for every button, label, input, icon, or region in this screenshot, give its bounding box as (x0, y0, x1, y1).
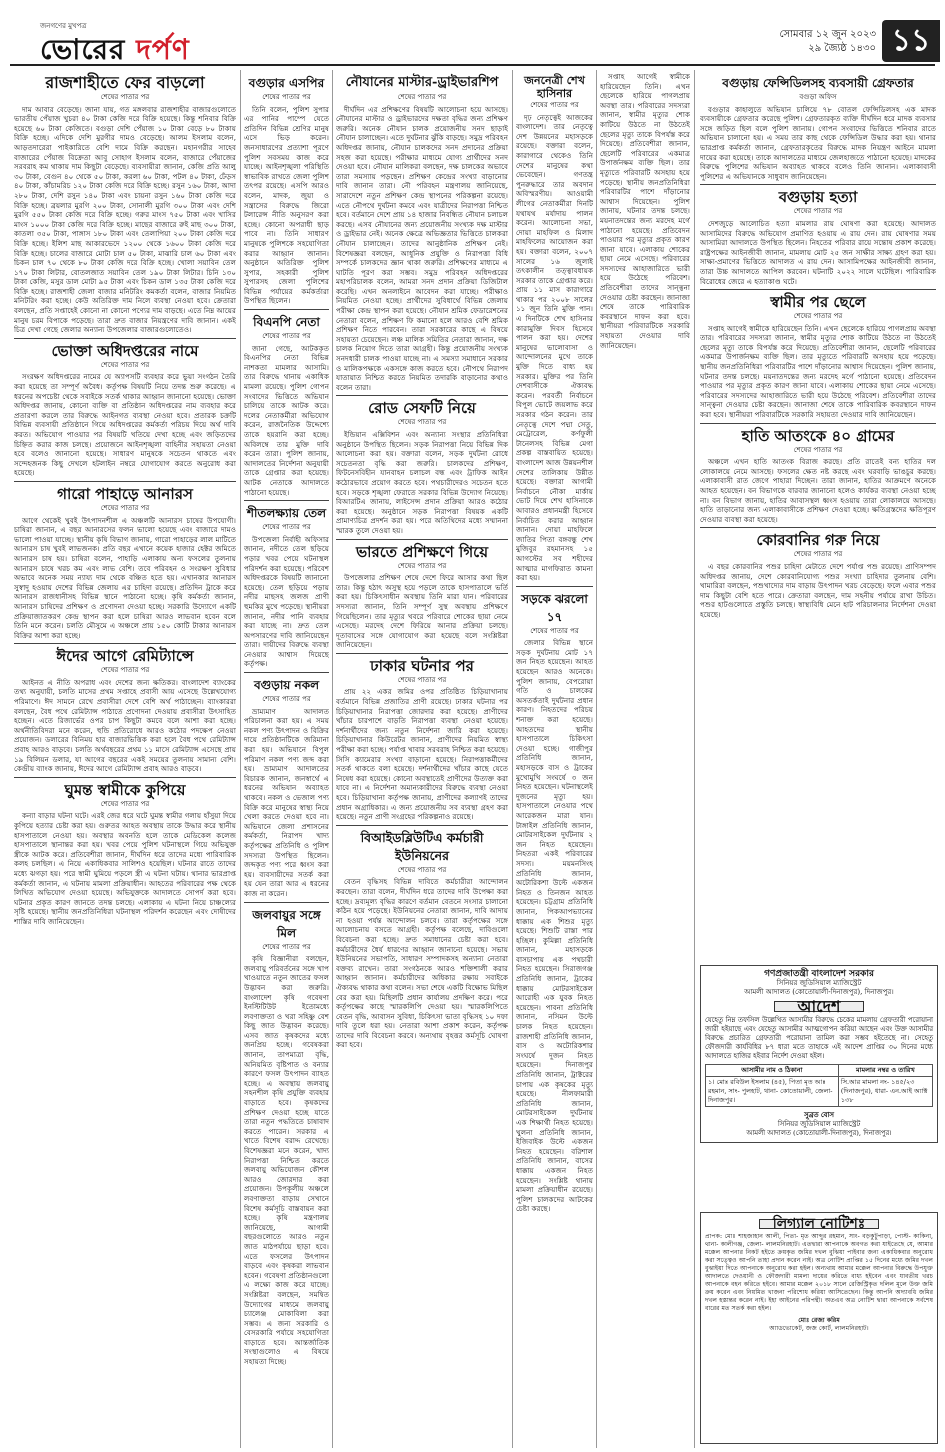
article (336, 657, 508, 822)
article-body: অঞ্চলে এখন হাতি আতংক বিরাজ করছে। প্রতি রাতেই বন্য হাতির দল লোকালয়ে নেমে আসছে। ফসলের ক্ষেত নষ্ট করছে এবং ঘরবাড়ি ভাঙচুর করছে। এলাকাবাসী রাত জেগে পাহারা দিচ্ছেন। তারা জানান, হাতির আক্রমণে অনেকে আহত হয়েছেন। বন বিভাগকে বারবার জানানো হলেও কার্যকর ব্যবস্থা নেওয়া হচ্ছে না। বন বিভাগ জানায়, হাতির আবাসস্থল ধ্বংস হওয়ায় তারা লোকালয়ে আসছে। হাতি তাড়ানোর জন্য এলাকাবাসীকে প্রশিক্ষণ দেওয়া হচ্ছে। ক্ষতিগ্রস্তদের ক্ষতিপূরণ দেওয়ার ব্যবস্থা করা হয়েছে। (700, 457, 936, 524)
article-body: সপ্তাহ আগেই স্বামীকে হারিয়েছেন তিনি। এখন ছেলেকে হারিয়ে পাগলপ্রায় অবস্থা তার। পরিবারের সদস্যরা জানান, স্বামীর মৃত্যুর শোক কাটিয়ে উঠতে না উঠতেই ছেলের মৃত্যু তাকে বিপর্যস্ত করে দিয়েছে। প্রতিবেশীরা জানান, ছেলেটি পরিবারের একমাত্র উপার্জনক্ষম ব্যক্তি ছিল। তার মৃত্যুতে পরিবারটি অসহায় হয়ে পড়েছে। স্থানীয় জনপ্রতিনিধিরা পরিবারটির পাশে দাঁড়ানোর আশ্বাস দিয়েছেন। পুলিশ জানায়, ঘটনার তদন্ত চলছে। ময়নাতদন্তের জন্য মরদেহ মর্গে পাঠানো হয়েছে। প্রতিবেদন পাওয়ার পর মৃত্যুর প্রকৃত কারণ জানা যাবে। এলাকায় শোকের ছায়া নেমে এসেছে। পরিবারের সদস্যদের আহাজারিতে ভারী হয়ে উঠেছে পরিবেশ। প্রতিবেশীরা তাদের সান্ত্বনা দেওয়ার চেষ্টা করছেন। জানাজা শেষে তাকে পারিবারিক কবরস্থানে দাফন করা হবে। স্থানীয়রা পরিবারটিকে সরকারি সহায়তা দেওয়ার দাবি জানিয়েছেন। (700, 323, 936, 420)
headline: স্বামীর পর ছেলে (770, 293, 866, 312)
continued-note: শেষের পাতার পর (100, 360, 150, 369)
article-body: আইনত এ নীতি অপরাধ এবং দেশের জন্য ক্ষতিকর। বাংলাদেশ ব্যাংকের তথ্য অনুযায়ী, চলতি মাসের প্রথম সপ্তাহে প্রবাসী আয় এসেছে উল্লেখযোগ্য পরিমাণে। ঈদ সামনে রেখে প্রবাসীরা দেশে বেশি অর্থ পাঠাচ্ছেন। ব্যাংকাররা বলছেন, বৈধ পথে রেমিট্যান্স পাঠাতে প্রণোদনা দেওয়ায় প্রবাসীরা উৎসাহিত হচ্ছেন। এতে রিজার্ভের ওপর চাপ কিছুটা কমবে বলে আশা করা হচ্ছে। অর্থনীতিবিদরা মনে করেন, হুন্ডি প্রতিরোধে আরও কঠোর পদক্ষেপ নেওয়া প্রয়োজন। ডলারের বিনিময় হার বাজারভিত্তিক করা হলে বৈধ পথে রেমিট্যান্স প্রবাহ আরও বাড়বে। চলতি অর্থবছরের প্রথম ১১ মাসে রেমিট্যান্স এসেছে প্রায় ১৯ বিলিয়ন ডলার, যা আগের বছরের একই সময়ের তুলনায় সামান্য বেশি। কেন্দ্রীয় ব্যাংক জানায়, ঈদের আগে রেমিট্যান্স প্রবাহ আরও বাড়বে। (14, 677, 236, 774)
article (516, 590, 593, 1214)
column-divider (332, 70, 333, 1448)
column-5 (600, 72, 690, 1444)
article (336, 543, 508, 650)
headline: বগুড়ায় ফেন্সিডিলসহ ব্যবসায়ী গ্রেফতার (722, 76, 914, 90)
headline: বগুড়ার এসপির (248, 76, 325, 90)
divider (244, 902, 329, 903)
continued-note: শেষের পাতার পর (397, 93, 447, 101)
divider (336, 825, 508, 826)
article (14, 647, 236, 774)
divider (14, 481, 236, 482)
table-header: মামলার নম্বর ও তারিখ (838, 1065, 932, 1077)
article-body: উপজেলার প্রশিক্ষণ শেষে দেশে ফিরে আসার কথা ছিল তার। কিন্তু হঠাৎ অসুস্থ হয়ে পড়লে তাকে হাসপাতালে ভর্তি করা হয়। চিকিৎসাধীন অবস্থায় তিনি মারা যান। পরিবারের সদস্যরা জানান, তিনি সম্পূর্ণ সুস্থ অবস্থায় প্রশিক্ষণে গিয়েছিলেন। তার মৃত্যুর খবরে পরিবারে শোকের ছায়া নেমে এসেছে। মরদেহ দেশে ফিরিয়ে আনার প্রক্রিয়া চলছে। দূতাবাসের সঙ্গে যোগাযোগ করা হয়েছে বলে সংশ্লিষ্টরা জানিয়েছেন। (336, 573, 508, 650)
article (700, 188, 936, 286)
continued-note: শেষের পাতার পর (793, 445, 843, 454)
newspaper-logo: ভোরের দর্পণ (40, 33, 190, 66)
divider (700, 184, 936, 185)
byline: বগুড়া অফিস (799, 93, 837, 101)
column-6 (700, 72, 936, 962)
article-body: দৃঢ় নেতৃত্বেই আজকের বাংলাদেশ। তার নেতৃত্বে দেশ উন্নয়নের মহাসড়কে রয়েছে। বক্তারা বলেন, কারাগারে থেকেও তিনি দেশের মানুষের কথা ভেবেছেন। গণতন্ত্র পুনরুদ্ধারে তার অবদান অবিস্মরণীয়। আওয়ামী লীগের নেতাকর্মীরা দিনটি যথাযথ মর্যাদায় পালন করেন। আলোচনা সভা, দোয়া মাহফিল ও মিলাদ মাহফিলের আয়োজন করা হয়। বক্তারা বলেন, ২০০৭ সালের ১৬ জুলাই তৎকালীন তত্ত্বাবধায়ক সরকার তাকে গ্রেপ্তার করে। প্রায় ১১ মাস কারাগারে থাকার পর ২০০৮ সালের ১১ জুন তিনি মুক্তি পান। এ দিনটিকে শেখ হাসিনার কারামুক্তি দিবস হিসেবে পালন করা হয়। দেশের মানুষের ভালোবাসা ও আন্দোলনের মুখে তাকে মুক্তি দিতে বাধ্য হয় সরকার। মুক্তির পর তিনি দেশবাসীকে ঐক্যবদ্ধ করেন। পরবর্তী নির্বাচনে বিপুল ভোটে জয়লাভ করে সরকার গঠন করেন। তার নেতৃত্বে দেশে পদ্মা সেতু, মেট্রোরেল, কর্ণফুলী টানেলসহ বিভিন্ন মেগা প্রকল্প বাস্তবায়িত হয়েছে। বাংলাদেশ আজ উন্নয়নশীল দেশের তালিকায় উন্নীত হয়েছে। বক্তারা আগামী নির্বাচনে নৌকা মার্কায় ভোট দিয়ে শেখ হাসিনাকে আবারও প্রধানমন্ত্রী হিসেবে নির্বাচিত করার আহ্বান জানান। দোয়া মাহফিলে জাতির পিতা বঙ্গবন্ধু শেখ মুজিবুর রহমানসহ ১৫ আগস্টের সব শহীদের আত্মার মাগফিরাত কামনা করা হয়। (516, 112, 593, 583)
divider (244, 500, 329, 501)
continued-note: শেষের পাতার পর (262, 695, 311, 704)
continued-note: শেষের পাতার পর (100, 799, 150, 808)
article (336, 829, 508, 1050)
notice-court: আমলী আদালত (কোতোয়ালী-দিনাজপুর), দিনাজপুর। (744, 988, 894, 996)
headline: ভারতে প্রশিক্ষণে গিয়ে (355, 542, 489, 561)
issue-date: সোমবার ১২ জুন ২০২৩ ২৯ জ্যৈষ্ঠ ১৪৩০ (779, 29, 876, 54)
divider (700, 527, 936, 528)
table-header: আসামীর নাম ও ঠিকানা (706, 1065, 839, 1077)
article-body: দীর্ঘদিন এর প্রশিক্ষণের বিষয়টি আলোচনা হয়ে আসছে। নৌযানের মাস্টার ও ড্রাইভারদের দক্ষতা বৃদ্ধির জন্য প্রশিক্ষণ জরুরি। অনেক নৌযান চালক প্রয়োজনীয় সনদ ছাড়াই নৌযান চালাচ্ছেন। এতে দুর্ঘটনার ঝুঁকি বাড়ছে। সমুদ্র পরিবহন অধিদপ্তর জানায়, নৌযান চালকদের সনদ প্রদানের প্রক্রিয়া সহজ করা হয়েছে। পরীক্ষার মাধ্যমে যোগ্য প্রার্থীদের সনদ দেওয়া হবে। নৌযান মালিকরা বলছেন, দক্ষ চালকের অভাবে তারা সমস্যায় পড়ছেন। প্রশিক্ষণ কেন্দ্রের সংখ্যা বাড়ানোর দাবি জানান তারা। নৌ পরিবহন মন্ত্রণালয় জানিয়েছে, সারাদেশে নতুন প্রশিক্ষণ কেন্দ্র স্থাপনের পরিকল্পনা রয়েছে। এতে নৌপথে দুর্ঘটনা কমবে এবং যাত্রীদের নিরাপত্তা নিশ্চিত হবে। বর্তমানে দেশে প্রায় ১৪ হাজার নিবন্ধিত নৌযান চলাচল করছে। এসব নৌযানের জন্য প্রয়োজনীয় সংখ্যক দক্ষ মাস্টার ও ড্রাইভার নেই। অনেক ক্ষেত্রে অভিজ্ঞতার ভিত্তিতে চালকরা নৌযান চালাচ্ছেন। তাদের আনুষ্ঠানিক প্রশিক্ষণ নেই। বিশেষজ্ঞরা বলছেন, আধুনিক প্রযুক্তি ও নিরাপত্তা বিধি সম্পর্কে চালকদের জ্ঞান থাকা জরুরি। প্রশিক্ষণের মাধ্যমে এ ঘাটতি পূরণ করা সম্ভব। সমুদ্র পরিবহন অধিদপ্তরের মহাপরিচালক বলেন, আমরা সনদ প্রদান প্রক্রিয়া ডিজিটাল করেছি। এখন অনলাইনে আবেদন করা যাচ্ছে। পরীক্ষাও নিয়মিত নেওয়া হচ্ছে। প্রার্থীদের সুবিধার্থে বিভিন্ন জেলায় পরীক্ষা কেন্দ্র স্থাপন করা হয়েছে। নৌযান শ্রমিক ফেডারেশনের নেতারা বলেন, প্রশিক্ষণ ফি কমানো হলে আরও বেশি শ্রমিক প্রশিক্ষণ নিতে পারবেন। তারা সরকারের কাছে এ বিষয়ে সহায়তা চেয়েছেন। লঞ্চ মালিক সমিতির নেতারা জানান, দক্ষ চালক নিয়োগ দিতে তারা আগ্রহী। কিন্তু প্রয়োজনীয় সংখ্যক সনদধারী চালক পাওয়া যাচ্ছে না। এ সমস্যা সমাধানে সরকার ও মালিকপক্ষকে একসঙ্গে কাজ করতে হবে। নৌপথে নিরাপদ যাতায়াত নিশ্চিত করতে নিয়মিত তদারকি বাড়ানোর কথাও বলেন তারা। (336, 104, 508, 392)
headline: জননেত্রী শেখ হাসিনার (524, 74, 585, 100)
continued-note: শেষের পাতার পর (793, 550, 843, 559)
notice-government: গণপ্রজাতন্ত্রী বাংলাদেশ সরকার (764, 969, 874, 979)
article-body: কৃষি বিজ্ঞানীরা বলছেন, জলবায়ু পরিবর্তনের সঙ্গে খাপ খাওয়াতে নতুন জাতের ফসল উদ্ভাবন করা জরুরি। বাংলাদেশ কৃষি গবেষণা ইনস্টিটিউট ইতোমধ্যে লবণাক্ততা ও খরা সহিষ্ণু বেশ কিছু জাত উদ্ভাবন করেছে। এসব জাত কৃষকদের মধ্যে জনপ্রিয় হচ্ছে। গবেষকরা জানান, তাপমাত্রা বৃদ্ধি, অনিয়মিত বৃষ্টিপাত ও বন্যার কারণে ফসল উৎপাদন ব্যাহত হচ্ছে। এ অবস্থায় জলবায়ু সহনশীল কৃষি প্রযুক্তি ব্যবহার বাড়াতে হবে। কৃষকদের প্রশিক্ষণ দেওয়া হচ্ছে যাতে তারা নতুন পদ্ধতিতে চাষাবাদ করতে পারেন। সরকার এ খাতে বিশেষ বরাদ্দ রেখেছে। বিশেষজ্ঞরা মনে করেন, খাদ্য নিরাপত্তা নিশ্চিত করতে জলবায়ু অভিযোজন কৌশল আরও জোরদার করা প্রয়োজন। উপকূলীয় অঞ্চলে লবণাক্ততা বাড়ায় সেখানে বিশেষ কর্মসূচি বাস্তবায়ন করা হচ্ছে। কৃষি মন্ত্রণালয় জানিয়েছে, আগামী বছরগুলোতে আরও নতুন জাত মাঠপর্যায়ে ছাড়া হবে। এতে ফসলের উৎপাদন বাড়বে এবং কৃষকরা লাভবান হবেন। গবেষণা প্রতিষ্ঠানগুলো এ লক্ষ্যে কাজ করে যাচ্ছে। সংশ্লিষ্টরা বলছেন, সমন্বিত উদ্যোগের মাধ্যমে জলবায়ু চ্যালেঞ্জ মোকাবিলা করা সম্ভব। এ জন্য সরকারি ও বেসরকারি পর্যায়ে সহযোগিতা বাড়াতে হবে। আন্তর্জাতিক সংস্থাগুলোও এ বিষয়ে সহায়তা দিচ্ছে। (244, 954, 329, 1367)
divider (336, 653, 508, 654)
continued-note: শেষের পাতার পর (530, 626, 579, 635)
divider (700, 289, 936, 290)
article-body: তিনি বলেন, পুলিশ সুপার এর পানির পাম্পে যেতে প্রতিদিন বিভিন্ন শ্রেণির মানুষ এসে ভিড় করেন। জনসাধারণের প্রত্যাশা পূরণে পুলিশ সবসময় কাজ করে যাচ্ছে। আইনশৃঙ্খলা পরিস্থিতি স্বাভাবিক রাখতে জেলা পুলিশ তৎপর রয়েছে। এসপি আরও বলেন, মাদক, জুয়া ও সন্ত্রাসের বিরুদ্ধে জিরো টলারেন্স নীতি অনুসরণ করা হচ্ছে। কোনো অপরাধী ছাড় পাবে না। তিনি সাধারণ মানুষকে পুলিশকে সহযোগিতা করার আহ্বান জানান। অনুষ্ঠানে অতিরিক্ত পুলিশ সুপার, সহকারী পুলিশ সুপারসহ জেলা পুলিশের বিভিন্ন পর্যায়ের কর্মকর্তারা উপস্থিত ছিলেন। (244, 104, 329, 306)
article (14, 781, 236, 927)
divider (14, 777, 236, 778)
continued-note: শেষের পাতার পর (793, 312, 843, 321)
article-body: কন্যা বাড়ার ঘটনা ঘটে। এরই জের ধরে ঘটে ঘুমন্ত স্বামীর গলায় হাঁসুয়া দিয়ে কুপিয়ে হত্যার চেষ্টা করা হয়। গুরুতর আহত অবস্থায় তাকে উদ্ধার করে স্থানীয় হাসপাতালে নেওয়া হয়। অবস্থার অবনতি হলে তাকে মেডিকেল কলেজ হাসপাতালে স্থানান্তর করা হয়। খবর পেয়ে পুলিশ ঘটনাস্থলে গিয়ে অভিযুক্ত স্ত্রীকে আটক করে। প্রতিবেশীরা জানান, দীর্ঘদিন ধরে তাদের মধ্যে পারিবারিক কলহ চলছিল। এ নিয়ে একাধিকবার সালিশও হয়েছিল। ঘটনার রাতে তাদের মধ্যে ঝগড়া হয়। পরে স্বামী ঘুমিয়ে পড়লে স্ত্রী এ ঘটনা ঘটায়। থানার ভারপ্রাপ্ত কর্মকর্তা জানান, এ ঘটনায় মামলা প্রক্রিয়াধীন। আহতের পরিবারের পক্ষ থেকে লিখিত অভিযোগ দেওয়া হয়েছে। অভিযুক্তকে আদালতে সোপর্দ করা হবে। ঘটনার প্রকৃত কারণ জানতে তদন্ত চলছে। এলাকায় এ ঘটনা নিয়ে চাঞ্চল্যের সৃষ্টি হয়েছে। স্থানীয় জনপ্রতিনিধিরা ঘটনাস্থল পরিদর্শন করেছেন এবং দোষীদের শাস্তির দাবি জানিয়েছেন। (14, 811, 236, 926)
divider (244, 672, 329, 673)
notice-office: সিনিয়র জুডিসিয়াল ম্যাজিস্ট্রেট (776, 979, 862, 987)
headline: ঘুমন্ত স্বামীকে কুপিয়ে (64, 780, 186, 799)
continued-note: শেষের পাতার পর (100, 666, 150, 675)
court-order-notice (700, 965, 938, 1143)
article-body: বেতন বৃদ্ধিসহ বিভিন্ন দাবিতে কর্মচারীরা আন্দোলন করছেন। তারা বলেন, দীর্ঘদিন ধরে তাদের দাবি উপেক্ষা করা হচ্ছে। দ্রব্যমূল্য বৃদ্ধির কারণে বর্তমান বেতনে সংসার চালানো কঠিন হয়ে পড়েছে। ইউনিয়নের নেতারা জানান, দাবি আদায় না হওয়া পর্যন্ত আন্দোলন চলবে। তারা কর্তৃপক্ষের সঙ্গে আলোচনায় বসতে আগ্রহী। কর্তৃপক্ষ বলেছে, দাবিগুলো বিবেচনা করা হচ্ছে। দ্রুত সমাধানের চেষ্টা করা হবে। কর্মচারীদের ধৈর্য ধারণের আহ্বান জানানো হয়েছে। সভায় ইউনিয়নের সভাপতি, সাধারণ সম্পাদকসহ অন্যান্য নেতারা বক্তব্য রাখেন। তারা সংগঠনকে আরও শক্তিশালী করার আহ্বান জানান। কর্মচারীদের অধিকার রক্ষায় সবাইকে ঐক্যবদ্ধ থাকার কথা বলেন। সভা শেষে একটি বিক্ষোভ মিছিল বের করা হয়। মিছিলটি প্রধান কার্যালয় প্রদক্ষিণ করে। পরে কর্তৃপক্ষের কাছে স্মারকলিপি দেওয়া হয়। স্মারকলিপিতে বেতন বৃদ্ধি, আবাসন সুবিধা, চিকিৎসা ভাতা বৃদ্ধিসহ ১০ দফা দাবি তুলে ধরা হয়। নেতারা আশা প্রকাশ করেন, কর্তৃপক্ষ তাদের দাবি বিবেচনা করবে। অন্যথায় বৃহত্তর কর্মসূচি ঘোষণা করা হবে। (336, 877, 508, 1050)
article-body: সপ্তাহ আগেই স্বামীকে হারিয়েছেন তিনি। এখন ছেলেকে হারিয়ে পাগলপ্রায় অবস্থা তার। পরিবারের সদস্যরা জানান, স্বামীর মৃত্যুর শোক কাটিয়ে উঠতে না উঠতেই ছেলের মৃত্যু তাকে বিপর্যস্ত করে দিয়েছে। প্রতিবেশীরা জানান, ছেলেটি পরিবারের একমাত্র উপার্জনক্ষম ব্যক্তি ছিল। তার মৃত্যুতে পরিবারটি অসহায় হয়ে পড়েছে। স্থানীয় জনপ্রতিনিধিরা পরিবারটির পাশে দাঁড়ানোর আশ্বাস দিয়েছেন। পুলিশ জানায়, ঘটনার তদন্ত চলছে। ময়নাতদন্তের জন্য মরদেহ মর্গে পাঠানো হয়েছে। প্রতিবেদন পাওয়ার পর মৃত্যুর প্রকৃত কারণ জানা যাবে। এলাকায় শোকের ছায়া নেমে এসেছে। পরিবারের সদস্যদের আহাজারিতে ভারী হয়ে উঠেছে পরিবেশ। প্রতিবেশীরা তাদের সান্ত্বনা দেওয়ার চেষ্টা করছেন। জানাজা শেষে তাকে পারিবারিক কবরস্থানে দাফন করা হবে। স্থানীয়রা পরিবারটিকে সরকারি সহায়তা দেওয়ার দাবি জানিয়েছেন। (600, 72, 690, 350)
headline: রাজশাহীতে ফের বাড়লো (45, 73, 205, 92)
article (700, 74, 936, 181)
column-2 (244, 72, 329, 1444)
legal-notice-signature: মোঃ রেজা করিম অ্যাডভোকেট, জজ কোর্ট, লালমনিরহাট। (769, 1317, 869, 1332)
continued-note: শেষের পাতার পর (793, 207, 843, 216)
article (700, 293, 936, 420)
continued-note: শেষের পাতার পর (100, 503, 150, 512)
article (600, 72, 690, 350)
masthead (10, 18, 935, 66)
notice-signature: সুব্রত বোস সিনিয়র জুডিসিয়াল ম্যাজিস্ট্রেট আমলী আদালত (কোতোয়ালী-দিনাজপুর), দিনাজপুর। (746, 1111, 892, 1137)
article (700, 531, 936, 619)
continued-note: শেষের পাতার পর (397, 675, 447, 684)
article (244, 504, 329, 669)
article (244, 313, 329, 497)
continued-note: শেষের পাতার পর (262, 942, 311, 951)
headline: ঢাকার ঘটনার পর (370, 656, 474, 675)
article (700, 427, 936, 525)
article (336, 74, 508, 392)
continued-note: শেষের পাতার পর (262, 93, 311, 101)
column-1 (14, 72, 236, 1444)
headline: রোড সেফটি নিয়ে (368, 399, 476, 418)
notice-title: আদেশ (774, 1001, 864, 1012)
continued-note: শেষের পাতার পর (262, 523, 311, 532)
continued-note: শেষের পাতার পর (530, 101, 579, 109)
divider (336, 539, 508, 540)
article-body: এ বছর কোরবানির পশুর চাহিদা মেটাতে দেশে পর্যাপ্ত পশু রয়েছে। প্রাণিসম্পদ অধিদপ্তর জানায়, দেশে কোরবানিযোগ্য পশুর সংখ্যা চাহিদার তুলনায় বেশি। খামারিরা বলছেন, পশুখাদ্যের দাম বাড়ায় উৎপাদন খরচ বেড়েছে। ফলে এবার পশুর দাম কিছুটা বেশি হতে পারে। ক্রেতারা বলছেন, দাম সহনীয় পর্যায়ে রাখা উচিত। পশুর হাটগুলোতে প্রস্তুতি চলছে। স্বাস্থ্যবিধি মেনে হাট পরিচালনার নির্দেশনা দেওয়া হয়েছে। (700, 561, 936, 619)
article (244, 74, 329, 306)
article (14, 342, 236, 478)
headline: নৌযানের মাস্টার-ড্রাইভারশিপ (345, 75, 499, 90)
article (14, 74, 236, 335)
page-number: ১১ (882, 20, 940, 62)
article-body: প্রায় ২২ একর জমির ওপর প্রতিষ্ঠিত চিড়িয়াখানায় বর্তমানে বিভিন্ন প্রজাতির প্রাণী রয়েছে। ঢাকার ঘটনার পর চিড়িয়াখানার নিরাপত্তা জোরদার করা হয়েছে। প্রাণীদের খাঁচার চারপাশে বাড়তি নিরাপত্তা ব্যবস্থা নেওয়া হয়েছে। দর্শনার্থীদের জন্য নতুন নির্দেশনা জারি করা হয়েছে। চিড়িয়াখানার কিউরেটর জানান, প্রাণীদের নিয়মিত স্বাস্থ্য পরীক্ষা করা হচ্ছে। পর্যাপ্ত খাবার সরবরাহ নিশ্চিত করা হয়েছে। সিসি ক্যামেরার সংখ্যা বাড়ানো হয়েছে। নিরাপত্তাকর্মীদের সতর্ক থাকতে বলা হয়েছে। দর্শনার্থীদের খাঁচার কাছে যেতে নিষেধ করা হয়েছে। কোনো অবস্থাতেই প্রাণীদের উত্যক্ত করা যাবে না। এ নির্দেশনা অমান্যকারীদের বিরুদ্ধে ব্যবস্থা নেওয়া হবে। চিড়িয়াখানা কর্তৃপক্ষ জানায়, প্রাণীদের কল্যাণই তাদের প্রধান অগ্রাধিকার। এ জন্য প্রয়োজনীয় সব ব্যবস্থা গ্রহণ করা হয়েছে। নতুন প্রাণী সংগ্রহের পরিকল্পনাও রয়েছে। (336, 687, 508, 822)
column-divider (240, 70, 241, 1448)
continued-note: শেষের পাতার পর (262, 332, 311, 341)
legal-notice-title: লিগ্যাল নোটিশঃ (759, 1219, 879, 1229)
table-row (706, 1077, 933, 1107)
column-4 (516, 72, 593, 1444)
divider (14, 338, 236, 339)
divider (700, 423, 936, 424)
continued-note: শেষের পাতার পর (100, 93, 150, 101)
headline: বিআইডব্লিউটিএ কর্মচারী ইউনিয়নের (360, 829, 484, 863)
headline: বিএনপি নেতা (253, 315, 320, 330)
divider (336, 395, 508, 396)
article-body: জেলার বিভিন্ন স্থানে সড়ক দুর্ঘটনায় মোট ১৭ জন নিহত হয়েছেন। আহত হয়েছেন আরও অনেকে। পুলিশ জানায়, বেপরোয়া গতি ও চালকের অসতর্কতাই দুর্ঘটনার প্রধান কারণ। নিহতদের পরিচয় শনাক্ত করা হয়েছে। আহতদের স্থানীয় হাসপাতালে চিকিৎসা দেওয়া হচ্ছে। গাজীপুর প্রতিনিধি জানান, মহাসড়কে বাস ও ট্রাকের মুখোমুখি সংঘর্ষে ৩ জন নিহত হয়েছেন। ঘটনাস্থলেই দুজনের মৃত্যু হয়। হাসপাতালে নেওয়ার পথে আরেকজন মারা যান। টাঙ্গাইল প্রতিনিধি জানান, মোটরসাইকেল দুর্ঘটনায় ২ জন নিহত হয়েছেন। নিহতরা একই পরিবারের সদস্য। ময়মনসিংহ প্রতিনিধি জানান, অটোরিকশা উল্টে একজন নিহত ও তিনজন আহত হয়েছেন। চট্টগ্রাম প্রতিনিধি জানান, পিকআপভ্যানের ধাক্কায় এক শিশুর মৃত্যু হয়েছে। শিশুটি রাস্তা পার হচ্ছিল। কুমিল্লা প্রতিনিধি জানান, মহাসড়কে বাসচাপায় এক পথচারী নিহত হয়েছেন। সিরাজগঞ্জ প্রতিনিধি জানান, ট্রাকের ধাক্কায় মোটরসাইকেল আরোহী এক যুবক নিহত হয়েছেন। পাবনা প্রতিনিধি জানান, নসিমন উল্টে চালক নিহত হয়েছেন। রাজশাহী প্রতিনিধি জানান, বাস ও অটোরিকশার সংঘর্ষে দুজন নিহত হয়েছেন। দিনাজপুর প্রতিনিধি জানান, ট্রাক্টরের চাপায় এক কৃষকের মৃত্যু হয়েছে। নীলফামারী প্রতিনিধি জানান, মোটরসাইকেল দুর্ঘটনায় এক শিক্ষার্থী নিহত হয়েছে। খুলনা প্রতিনিধি জানান, ইজিবাইক উল্টে একজন নিহত হয়েছেন। বরিশাল প্রতিনিধি জানান, বাসের ধাক্কায় একজন নিহত হয়েছেন। সংশ্লিষ্ট থানায় মামলা প্রক্রিয়াধীন রয়েছে। পুলিশ চালকদের আটকের চেষ্টা করছে। (516, 638, 593, 1214)
notice-body: যেহেতু নিম্ন তফসিল উল্লেখিত আসামীর বিরুদ্ধে চেকের মামলায় গ্রেফতারী পরোয়ানা জারী হইয়াছে এবং যেহেতু আসামীর আত্মগোপন করিয়া আছেন এবং উক্ত আসামীর বিরুদ্ধে প্রচারিত গ্রেফতারী পরোয়ানা তামিল করা সম্ভব হইতেছে না। সেহেতু ফৌজদারী কার্যবিধির ৮৭ ধারা মতে তাহাকে এই আদেশ প্রাপ্তির ৩০ দিনের মধ্যে আদালতে হাজির হইবার নির্দেশ দেওয়া হইল। (705, 1016, 933, 1060)
continued-note: শেষের পাতার পর (397, 418, 447, 427)
article-body: দেশজুড়ে আলোচিত হত্যা মামলার রায় ঘোষণা করা হয়েছে। আদালত আসামিদের বিরুদ্ধে অভিযোগ প্রমাণিত হওয়ায় এ রায় দেন। রায় ঘোষণার সময় আসামিরা আদালতে উপস্থিত ছিলেন। নিহতের পরিবার রায়ে সন্তোষ প্রকাশ করেছে। রাষ্ট্রপক্ষের আইনজীবী জানান, মামলায় মোট ২৫ জন সাক্ষীর সাক্ষ্য গ্রহণ করা হয়। সাক্ষ্য-প্রমাণের ভিত্তিতে আদালত এ রায় দেন। আসামিপক্ষের আইনজীবী জানান, তারা উচ্চ আদালতে আপিল করবেন। ঘটনাটি ২০২২ সালে ঘটেছিল। পারিবারিক বিরোধের জেরে এ হত্যাকাণ্ড ঘটে। (700, 218, 936, 286)
headline: শীতলক্ষ্যায় তেল (246, 506, 327, 521)
headline: হাতি আতংকে ৪০ গ্রামের (741, 426, 895, 445)
article (336, 399, 508, 535)
column-divider (694, 70, 695, 1448)
article-body: সংরক্ষণ অধিদপ্তরের নামের যে অ্যাপসটি ব্যবহার করে ভুয়া সংগঠন তৈরি করা হয়েছে তা সম্পূর্ণ অবৈধ। কর্তৃপক্ষ বিষয়টি নিয়ে তদন্ত শুরু করেছে। এ ধরনের অপচেষ্টা থেকে সবাইকে সতর্ক থাকার আহ্বান জানানো হয়েছে। ভোক্তা অধিদপ্তর জানায়, কোনো ব্যক্তি বা প্রতিষ্ঠান অধিদপ্তরের নাম ব্যবহার করে প্রতারণা করলে তার বিরুদ্ধে আইনগত ব্যবস্থা নেওয়া হবে। প্রতারক চক্রটি বিভিন্ন ব্যবসায়ী প্রতিষ্ঠানে গিয়ে অধিদপ্তরের কর্মকর্তা পরিচয় দিয়ে অর্থ দাবি করত। অভিযোগ পাওয়ার পর বিষয়টি খতিয়ে দেখা হচ্ছে এবং জড়িতদের চিহ্নিত করার কাজ চলছে। প্রয়োজনে আইনশৃঙ্খলা বাহিনীর সহায়তা নেওয়া হবে বলেও জানানো হয়েছে। সাধারণ মানুষকে সচেতন থাকতে এবং সন্দেহজনক কিছু দেখলে হটলাইন নম্বরে যোগাযোগ করতে অনুরোধ করা হয়েছে। (14, 372, 236, 478)
article (244, 906, 329, 1367)
headline: ভোক্তা অধিদপ্তরের নামে (51, 341, 199, 360)
legal-notice (700, 1212, 938, 1444)
headline: বগুড়ায় নকল (253, 678, 320, 693)
headline: কোরবানির গরু নিয়ে (756, 531, 880, 550)
table-cell: সি.আর মামলা নং- ১৪৫/২৩ (দিনাজপুর), ধারা- এন.আই অ্যাক্ট ১৩৮ (838, 1077, 932, 1107)
divider (516, 586, 593, 587)
continued-note: শেষের পাতার পর (397, 561, 447, 570)
article-body: দাম আবার বেড়েছে। জানা যায়, গত মঙ্গলবার রাজশাহীর বাজারগুলোতে ভারতীয় পেঁয়াজ খুচরা ৪০ টাকা কেজি দরে বিক্রি হয়েছে। কিন্তু শনিবার বিক্রি হয়েছে ৬০ টাকা কেজিতে। বগুড়া দেশি পেঁয়াজ ১০ টাকা বেড়ে ৮০ টাকায় বিক্রি হচ্ছে। এদিকে দেশি মুরগীর দামও বেড়েছে। আলম ইসলাম বলেন, আড়তদারেরা পাইকারিতে বেশি দামে বিক্রি করছেন। মহানগরীর সাহেব বাজারের পেঁয়াজ বিক্রেতা আবু সোহাগ ইসলাম বলেন, বাজারে পেঁয়াজের সরবরাহ কম থাকায় দাম কিছুটা বেড়েছে। ব্যবসায়ীরা জানান, কেজি প্রতি আলু ৩০ টাকা, বেগুন ৪০ থেকে ৫০ টাকা, করলা ৬০ টাকা, পটল ৪০ টাকা, ঢেঁড়স ৪০ টাকা, কাঁচামরিচ ১২০ টাকা কেজি দরে বিক্রি হচ্ছে। রসুন ১৬০ টাকা, আদা ২৮০ টাকা, দেশি রসুন ১৪০ টাকা এবং চায়না রসুন ১৬০ টাকা কেজি দরে বিক্রি হচ্ছে। ব্রয়লার মুরগি ২০০ টাকা, সোনালী মুরগি ৩০০ টাকা এবং দেশি মুরগি ৫৫০ টাকা কেজি দরে বিক্রি হচ্ছে। গরুর মাংস ৭৫০ টাকা এবং খাসির মাংস ১০০০ টাকা কেজি দরে বিক্রি হচ্ছে। মাছের বাজারে রুই মাছ ৩০০ টাকা, কাতলা ৩৫০ টাকা, পাঙ্গাস ১৮০ টাকা এবং তেলাপিয়া ২০০ টাকা কেজি দরে বিক্রি হচ্ছে। ইলিশ মাছ আকারভেদে ১২০০ থেকে ১৬০০ টাকা কেজি দরে বিক্রি হচ্ছে। চালের বাজারে মোটা চাল ৫০ টাকা, মাঝারি চাল ৬০ টাকা এবং চিকন চাল ৭০ থেকে ৮০ টাকা কেজি দরে বিক্রি হচ্ছে। খোলা সয়াবিন তেল ১৭০ টাকা লিটার, বোতলজাত সয়াবিন তেল ১৯০ টাকা লিটার। চিনি ১৩০ টাকা কেজি, মসুর ডাল মোটা ৯৫ টাকা এবং চিকন ডাল ১৩৫ টাকা কেজি দরে বিক্রি হচ্ছে। রাজশাহী জেলা বাজার মনিটরিং কমকর্তা বলেন, বাজার নিয়মিত মনিটরিং করা হচ্ছে। কেউ অতিরিক্ত দাম নিলে ব্যবস্থা নেওয়া হবে। ক্রেতারা বলছেন, প্রতি সপ্তাহেই কোনো না কোনো পণ্যের দাম বাড়ছে। এতে নিম্ন আয়ের মানুষ চরম বিপাকে পড়েছে। তারা দ্রুত বাজার নিয়ন্ত্রণের দাবি জানান। একই চিত্র দেখা গেছে জেলার অন্যান্য উপজেলার বাজারগুলোতেও। (14, 104, 236, 335)
column-divider (596, 70, 597, 1448)
article-body: জানা গেছে, আটককৃত বিএনপির নেতা বিভিন্ন নাশকতা মামলার আসামি। তার বিরুদ্ধে থানায় একাধিক মামলা রয়েছে। পুলিশ গোপন সংবাদের ভিত্তিতে অভিযান চালিয়ে তাকে আটক করে। দলের নেতাকর্মীরা অভিযোগ করেন, রাজনৈতিক উদ্দেশ্যে তাকে হয়রানি করা হচ্ছে। অবিলম্বে তার মুক্তি দাবি করেন তারা। পুলিশ জানায়, আদালতের নির্দেশনা অনুযায়ী তাকে গ্রেপ্তার করা হয়েছে। আটক নেতাকে আদালতে পাঠানো হয়েছে। (244, 343, 329, 497)
divider (14, 643, 236, 644)
column-divider (512, 70, 513, 1448)
article-body: ভ্রাম্যমাণ আদালত পরিচালনা করা হয়। এ সময় নকল পণ্য উৎপাদন ও বিক্রির দায়ে প্রতিষ্ঠানটিকে জরিমানা করা হয়। অভিযানে বিপুল পরিমাণ নকল পণ্য জব্দ করা হয়। ভ্রাম্যমাণ আদালতের বিচারক জানান, জনস্বার্থে এ ধরনের অভিযান অব্যাহত থাকবে। নকল ও ভেজাল পণ্য বিক্রি করে মানুষের স্বাস্থ্য নিয়ে খেলা করতে দেওয়া হবে না। অভিযানে জেলা প্রশাসনের কর্মকর্তা, নিরাপদ খাদ্য কর্তৃপক্ষের প্রতিনিধি ও পুলিশ সদস্যরা উপস্থিত ছিলেন। জব্দকৃত পণ্য পরে ধ্বংস করা হয়। ব্যবসায়ীদের সতর্ক করা হয় যেন তারা আর এ ধরনের কাজ না করেন। (244, 706, 329, 898)
headline: গারো পাহাড়ে আনারস (57, 484, 193, 503)
legal-notice-body: প্রাপক: মোঃ শাহজাহান আলী, পিতা- মৃত আব্দুর রহমান, সাং- বড়কুটুপাড়া, পোস্ট- কাকিনা, থানা- কালীগঞ্জ, জেলা- লালমনিরহাট। এতদ্বারা আপনাকে অবগত করা যাইতেছে যে, আমার মক্কেল আপনার নিকট হইতে ক্রয়কৃত জমির দখল বুঝিয়া পাইবার জন্য একাধিকবার অনুরোধ করা সত্ত্বেও আপনি তাহা প্রদান করেন নাই। অত্র নোটিশ প্রাপ্তির ১৫ দিনের মধ্যে জমির দখল বুঝাইয়া দিতে আপনাকে অনুরোধ করা হইল। অন্যথায় আমার মক্কেল আপনার বিরুদ্ধে উপযুক্ত আদালতে দেওয়ানী ও ফৌজদারী মামলা দায়ের করিতে বাধ্য হইবেন এবং যাবতীয় খরচ আপনাকে বহন করিতে হইবে। আমার মক্কেল ২০১৮ সালে রেজিস্ট্রিকৃত দলিল মূলে উক্ত জমি ক্রয় করেন এবং নিয়মিত খাজনা পরিশোধ করিয়া আসিতেছেন। কিন্তু আপনি অদ্যাবধি জমির দখল হস্তান্তর করেন নাই। ইহা আইনের পরিপন্থী। অতএব অত্র নোটিশ দ্বারা আপনাকে সর্বশেষ বারের মত সতর্ক করা হইল। (705, 1233, 933, 1312)
article-body: আগে থেকেই খুবই উৎপাদনশীল এ অঞ্চলটি আনারস চাষের উপযোগী। চাষিরা জানান, এ বছর আনারসের ফলন ভালো হয়েছে এবং বাজারে দামও ভালো পাওয়া যাচ্ছে। স্থানীয় কৃষি বিভাগ জানায়, গারো পাহাড়ের লাল মাটিতে আনারস চাষ খুবই লাভজনক। প্রতি বছর এখানে কয়েক হাজার হেক্টর জমিতে আনারস চাষ হয়। চাষিরা বলেন, পাহাড়ি এলাকায় অন্য ফসলের তুলনায় আনারস চাষে খরচ কম এবং লাভ বেশি। তবে পরিবহন ও সংরক্ষণ সুবিধার অভাবে অনেক সময় ন্যায্য দাম থেকে বঞ্চিত হতে হয়। এখানকার আনারস সুস্বাদু হওয়ায় দেশের বিভিন্ন জেলায় এর চাহিদা রয়েছে। প্রতিদিন ট্রাকে করে আনারস রাজধানীসহ বিভিন্ন স্থানে পাঠানো হচ্ছে। কৃষি কর্মকর্তা জানান, আনারস চাষিদের প্রশিক্ষণ ও প্রণোদনা দেওয়া হচ্ছে। সরকারি উদ্যোগে একটি প্রক্রিয়াজাতকরণ কেন্দ্র স্থাপন করা হলে চাষিরা আরও লাভবান হবেন বলে তিনি মনে করেন। চলতি মৌসুমে এ অঞ্চলে প্রায় ১৫০ কোটি টাকার আনারস বিক্রির আশা করা হচ্ছে। (14, 515, 236, 640)
continued-note: শেষের পাতার পর (397, 865, 447, 874)
table-cell: ১। মোঃ রবিউল ইসলাম (৪৫), পিতা মৃত আঃ রহমান, সাং- পুলহাট, থানা- কোতোয়ালী, জেলা- দিনাজপুর। (706, 1077, 839, 1107)
headline: জলবায়ুর সঙ্গে মিল (252, 907, 321, 940)
article-body: ইন্ডিয়ান এক্সিবিশন এবং অন্যান্য সংস্থার প্রতিনিধিরা অনুষ্ঠানে উপস্থিত ছিলেন। সড়ক নিরাপত্তা নিয়ে বিভিন্ন দিক আলোচনা করা হয়। বক্তারা বলেন, সড়ক দুর্ঘটনা রোধে সচেতনতা বৃদ্ধি করা জরুরি। চালকদের প্রশিক্ষণ, ফিটনেসবিহীন যানবাহন চলাচল বন্ধ এবং ট্রাফিক আইন কঠোরভাবে প্রয়োগ করতে হবে। পথচারীদেরও সচেতন হতে হবে। সড়কে শৃঙ্খলা ফেরাতে সরকার বিভিন্ন উদ্যোগ নিয়েছে। বিআরটিএ জানায়, লাইসেন্স প্রদান প্রক্রিয়া আরও কঠোর করা হয়েছে। অনুষ্ঠানে সড়ক নিরাপত্তা বিষয়ক একটি প্রামাণ্যচিত্র প্রদর্শন করা হয়। পরে অতিথিদের মধ্যে সম্মাননা স্মারক তুলে দেওয়া হয়। (336, 430, 508, 535)
divider (244, 309, 329, 310)
article (14, 485, 236, 640)
headline: সড়কে ঝরলো ১৭ (521, 591, 588, 624)
headline: বগুড়ায় হত্যা (778, 188, 858, 207)
headline: ঈদের আগে রেমিট্যান্সে (56, 647, 194, 666)
notice-table (705, 1064, 933, 1107)
article (244, 676, 329, 898)
article-body: উপজেলা নির্বাহী অফিসার জানান, নদীতে তেল ছড়িয়ে পড়ার খবর পেয়ে ঘটনাস্থল পরিদর্শন করা হয়েছে। পরিবেশ অধিদপ্তরকে বিষয়টি জানানো হয়েছে। তেল ছড়িয়ে পড়ায় নদীর মাছসহ জলজ প্রাণী হুমকির মুখে পড়েছে। স্থানীয়রা জানান, নদীর পানি ব্যবহার করা যাচ্ছে না। দ্রুত তেল অপসারণের দাবি জানিয়েছেন তারা। দায়ীদের বিরুদ্ধে ব্যবস্থা নেওয়ার আশ্বাস দিয়েছে কর্তৃপক্ষ। (244, 534, 329, 669)
masthead-tagline: জনগণের মুখপত্র (40, 22, 87, 30)
article-body: বগুড়ার কাহালুতে অভিযান চালিয়ে ৭৮ বোতল ফেন্সিডিলসহ এক মাদক ব্যবসায়ীকে গ্রেফতার করেছে পুলিশ। গ্রেফতারকৃত ব্যক্তি দীর্ঘদিন ধরে মাদক ব্যবসার সঙ্গে জড়িত ছিল বলে পুলিশ জানায়। গোপন সংবাদের ভিত্তিতে শনিবার রাতে অভিযান চালানো হয়। এ সময় তার কাছ থেকে ফেন্সিডিল উদ্ধার করা হয়। থানার ভারপ্রাপ্ত কর্মকর্তা জানান, গ্রেফতারকৃতের বিরুদ্ধে মাদক নিয়ন্ত্রণ আইনে মামলা দায়ের করা হয়েছে। তাকে আদালতের মাধ্যমে জেলহাজতে পাঠানো হয়েছে। মাদকের বিরুদ্ধে পুলিশের অভিযান অব্যাহত থাকবে বলেও তিনি জানান। এলাকাবাসী পুলিশের এ অভিযানকে সাধুবাদ জানিয়েছেন। (700, 104, 936, 181)
column-3 (336, 72, 508, 1444)
article (516, 74, 593, 583)
